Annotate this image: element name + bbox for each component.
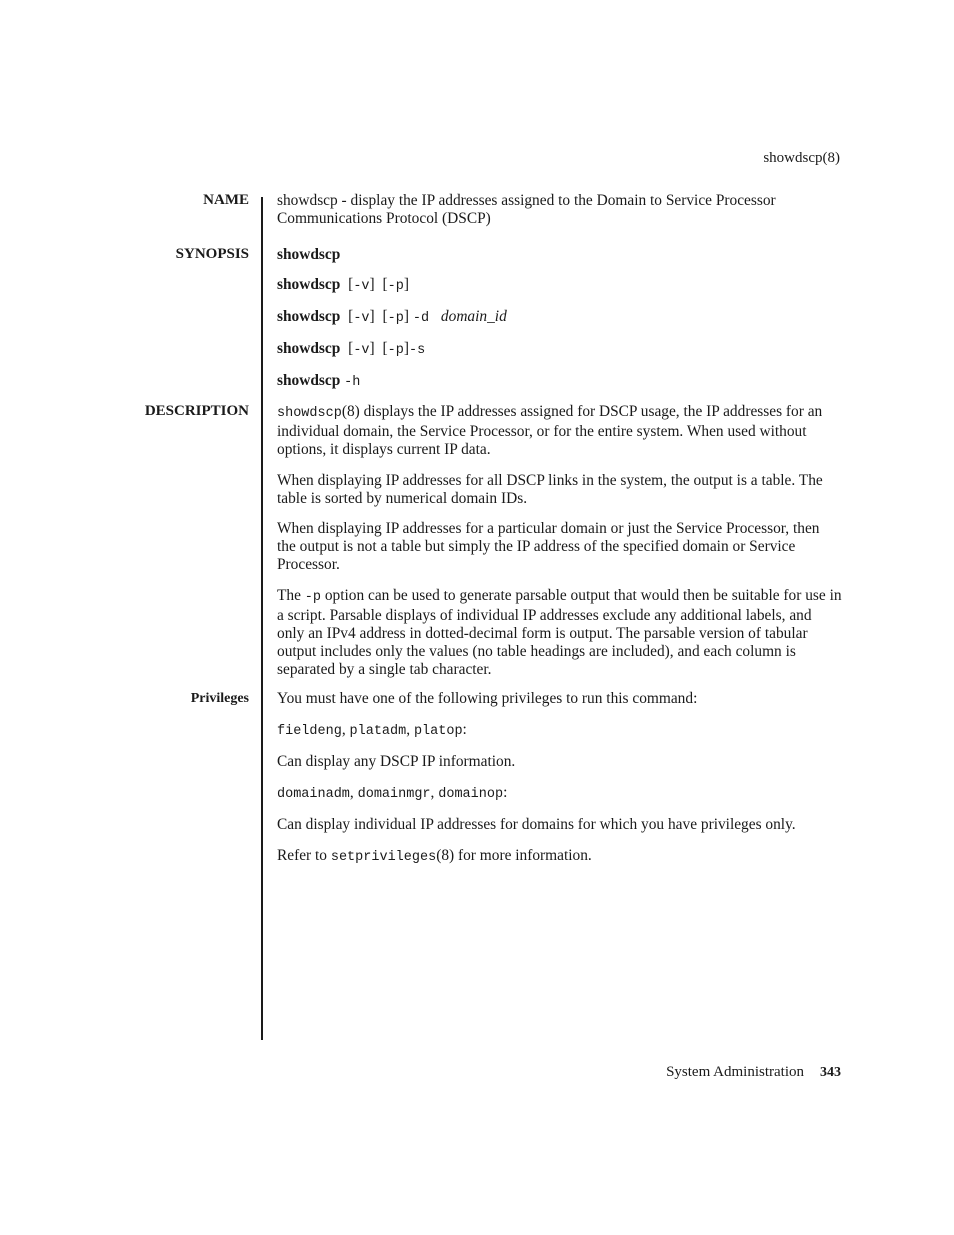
- option-flag: -v: [353, 343, 370, 358]
- running-header: showdscp(8): [763, 150, 840, 166]
- option-flag: -h: [344, 375, 361, 390]
- privilege-name: platop: [413, 723, 463, 739]
- option-flag: -s: [409, 343, 426, 358]
- option-bracket: [: [382, 276, 388, 293]
- privileges-body: [277, 690, 842, 879]
- synopsis-label: SYNOPSIS: [175, 246, 249, 262]
- description-label: DESCRIPTION: [144, 403, 249, 419]
- vertical-rule: [261, 197, 263, 1040]
- privilege-name: fieldeng: [277, 723, 342, 739]
- option-bracket: ]: [403, 340, 409, 357]
- paragraph-text: (8) for more information.: [436, 846, 592, 864]
- synopsis-line: [277, 372, 842, 392]
- refer-line: [277, 847, 842, 867]
- privilege-description: Can display individual IP addresses for domains for which you have privileges only.: [277, 816, 796, 833]
- description-paragraph: [277, 587, 842, 679]
- synopsis-line: [277, 276, 842, 296]
- privilege-name: domainadm: [277, 786, 350, 802]
- privilege-name: domainop: [438, 786, 504, 802]
- option-bracket: ]: [369, 340, 375, 357]
- option-bracket: ]: [403, 276, 409, 293]
- option-bracket: ]: [403, 308, 409, 325]
- page-footer: [666, 1064, 841, 1081]
- description-body: [277, 403, 842, 691]
- command-ref: showdscp: [277, 406, 342, 421]
- privilege-list: domainadm, domainmgr, domainop:: [277, 783, 508, 802]
- description-paragraph: When displaying IP addresses for a particular domain or just the Service Processor, then the output is not a table but simply the IP address of the specified domain or Service Processor.: [277, 520, 820, 573]
- name-text: showdscp - display the IP addresses assigned to the Domain to Service Processor Communications Protocol (DSCP): [277, 192, 776, 227]
- paragraph-text: The: [277, 586, 305, 604]
- option-bracket: [: [348, 308, 354, 325]
- command-name: showdscp: [277, 276, 341, 293]
- footer-section-title: System Administration: [666, 1064, 804, 1080]
- command-name: showdscp: [277, 372, 341, 389]
- privileges-intro: You must have one of the following privileges to run this command:: [277, 690, 698, 707]
- synopsis-line: [277, 308, 842, 328]
- privilege-list: fieldeng, platadm, platop:: [277, 720, 467, 739]
- option-bracket: ]: [369, 308, 375, 325]
- option-flag: -p: [387, 343, 404, 358]
- synopsis-line: [277, 340, 842, 360]
- privileges-label: Privileges: [190, 691, 249, 706]
- option-bracket: ]: [369, 276, 375, 293]
- command-name: showdscp: [277, 246, 341, 263]
- paragraph-text: (8) displays the IP addresses assigned for DSCP usage, the IP addresses for an individual domain, the Service Processor, or for the entire system. When used without options, it displays current IP data.: [277, 403, 823, 458]
- paragraph-text: option can be used to generate parsable output that would then be suitable for use in a script. Parsable displays of individual IP addresses exclude any additional labels, and only an IPv4 address in dotted-decimal form is output. The parsable version of tabular output includes only the values (no table headings are included), and each column is separated by a single tab character.: [277, 586, 842, 678]
- argument-name: domain_id: [440, 308, 507, 325]
- option-flag: -p: [304, 589, 321, 605]
- option-flag: -p: [387, 279, 404, 294]
- option-bracket: [: [348, 340, 354, 357]
- privilege-description: Can display any DSCP IP information.: [277, 753, 516, 770]
- option-flag: -v: [353, 311, 370, 326]
- option-bracket: [: [382, 340, 388, 357]
- option-flag: -p: [387, 311, 404, 326]
- description-paragraph: [277, 403, 842, 459]
- paragraph-text: Refer to: [277, 846, 331, 864]
- option-bracket: [: [382, 308, 388, 325]
- command-name: showdscp: [277, 340, 341, 357]
- option-bracket: [: [348, 276, 354, 293]
- description-paragraph: When displaying IP addresses for all DSCP links in the system, the output is a table. The table is sorted by numerical domain IDs.: [277, 471, 823, 507]
- synopsis-line: [277, 246, 842, 264]
- name-label: NAME: [203, 192, 249, 208]
- synopsis-body: [277, 246, 842, 404]
- option-flag: -d: [412, 311, 430, 326]
- page-number: 343: [820, 1065, 841, 1080]
- privilege-name: domainmgr: [357, 786, 431, 802]
- command-name: showdscp: [277, 308, 341, 325]
- privilege-name: platadm: [349, 723, 407, 739]
- command-ref: setprivileges: [330, 849, 437, 865]
- option-flag: -v: [353, 279, 370, 294]
